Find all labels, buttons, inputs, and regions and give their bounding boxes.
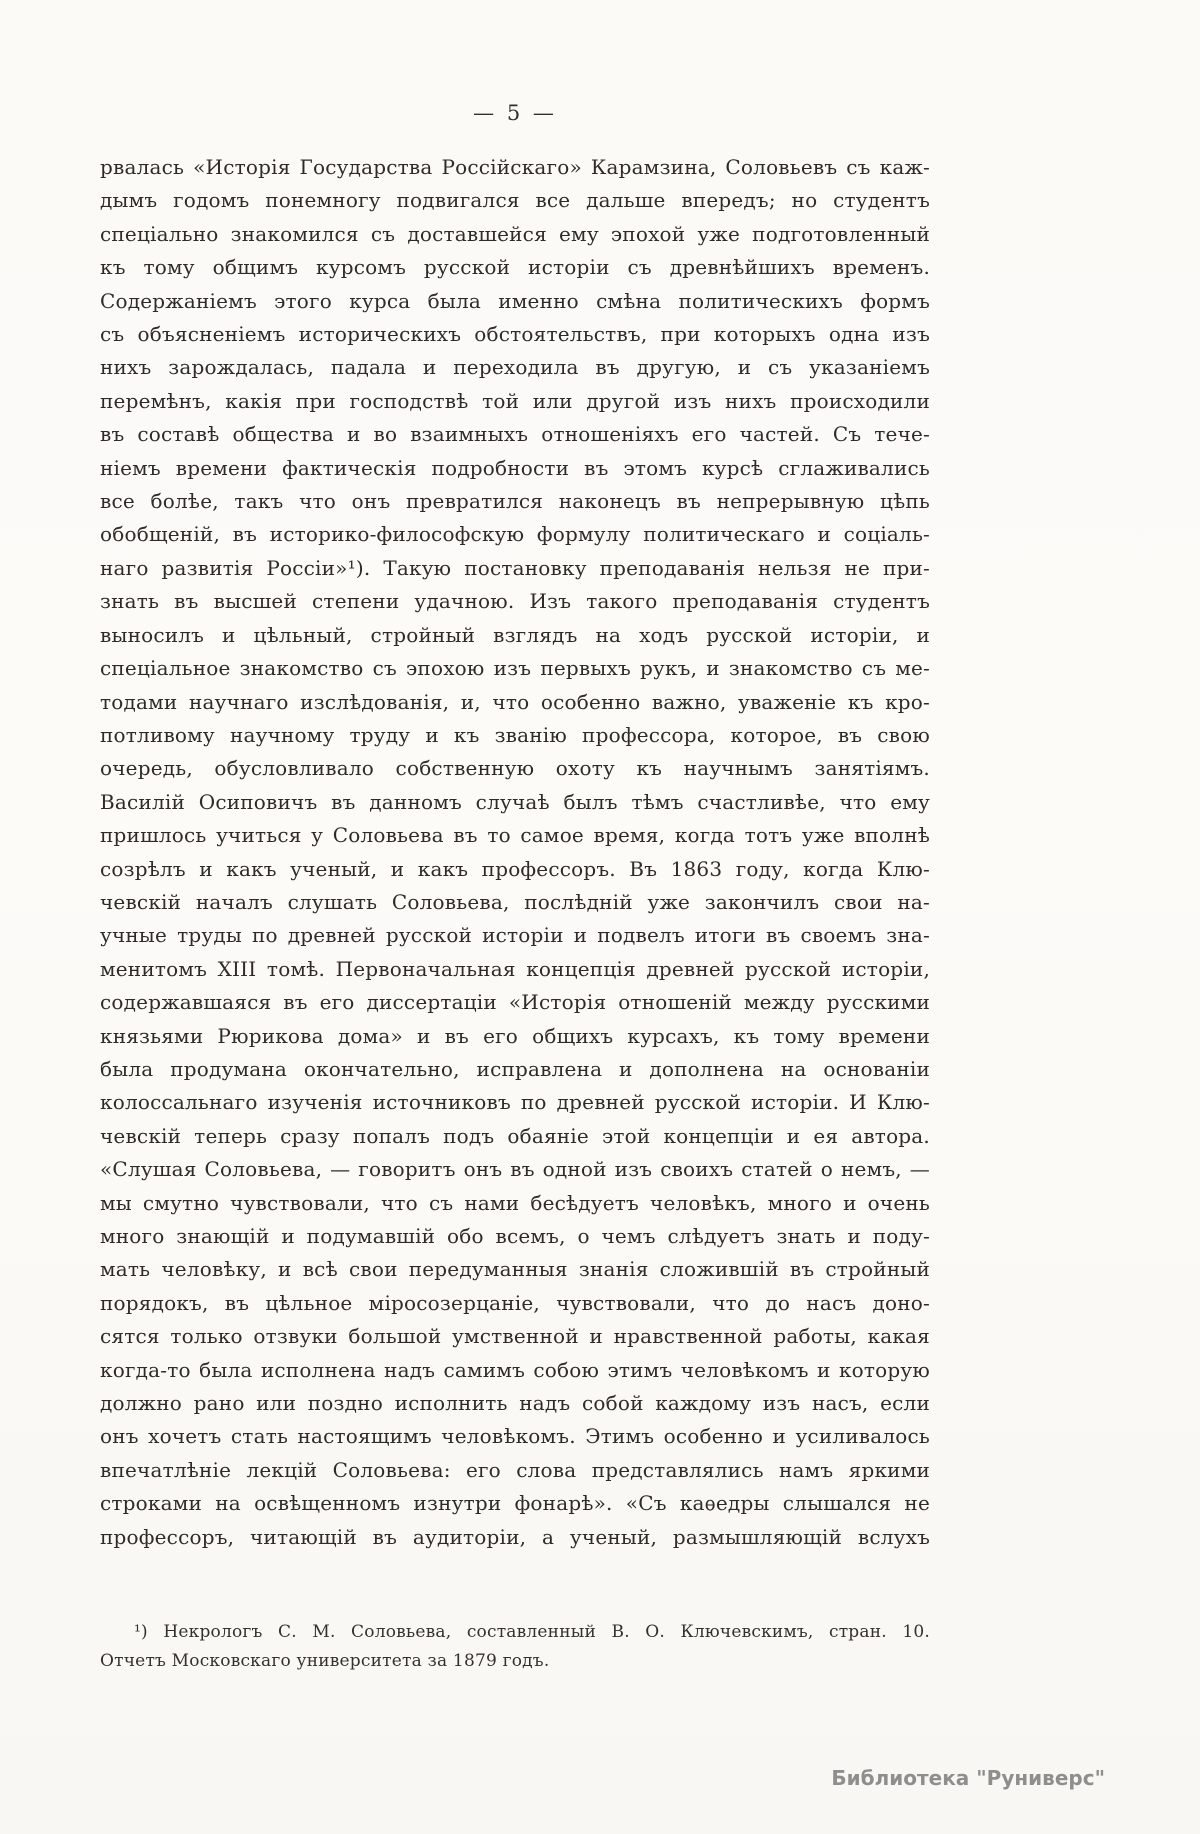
text-line: порядокъ, въ цѣльное міросозерцаніе, чувствовали, что до насъ доно- bbox=[100, 1290, 930, 1315]
text-line: профессоръ, читающій въ аудиторіи, а ученый, размышляющій вслухъ bbox=[100, 1524, 930, 1549]
text-line: князьями Рюрикова дома» и въ его общихъ курсахъ, къ тому времени bbox=[100, 1023, 930, 1048]
text-line: наго развитія Россіи»¹). Такую постановку преподаванія нельзя не при- bbox=[100, 555, 930, 580]
text-line: дымъ годомъ понемногу подвигался все дальше впередъ; но студентъ bbox=[100, 188, 930, 213]
text-line: съ объясненіемъ историческихъ обстоятельствъ, при которыхъ одна изъ bbox=[100, 322, 930, 347]
library-watermark: Библиотека "Руниверс" bbox=[831, 1766, 1105, 1790]
footnote-line: Отчетъ Московскаго университета за 1879 годъ. bbox=[100, 1651, 550, 1672]
text-line: менитомъ XIII томѣ. Первоначальная концепція древней русской исторіи, bbox=[100, 956, 930, 981]
text-line: «Слушая Соловьева, — говоритъ онъ въ одной изъ своихъ статей о немъ, — bbox=[100, 1157, 930, 1182]
text-line: чевскій началъ слушать Соловьева, послѣдній уже закончилъ свои на- bbox=[100, 889, 930, 914]
text-line: строками на освѣщенномъ изнутри фонарѣ». «Съ каѳедры слышался не bbox=[100, 1491, 930, 1516]
text-line: обобщеній, въ историко-философскую формулу политическаго и соціаль- bbox=[100, 522, 930, 547]
text-line: мы смутно чувствовали, что съ нами бесѣдуетъ человѣкъ, много и очень bbox=[100, 1190, 930, 1215]
text-line: чевскій теперь сразу попалъ подъ обаяніе этой концепціи и ея автора. bbox=[100, 1123, 930, 1148]
text-line: потливому научному труду и къ званію профессора, которое, въ свою bbox=[100, 722, 930, 747]
text-line: учные труды по древней русской исторіи и подвелъ итоги въ своемъ зна- bbox=[100, 923, 930, 948]
main-text bbox=[100, 151, 930, 1554]
text-line: онъ хочетъ стать настоящимъ человѣкомъ. Этимъ особенно и усиливалось bbox=[100, 1424, 930, 1449]
text-line: ніемъ времени фактическія подробности въ этомъ курсѣ сглаживались bbox=[100, 455, 930, 480]
text-line: къ тому общимъ курсомъ русской исторіи съ древнѣйшихъ временъ. bbox=[100, 255, 930, 280]
text-line: мать человѣку, и всѣ свои передуманныя знанія сложившій въ стройный bbox=[100, 1257, 930, 1282]
text-line: все болѣе, такъ что онъ превратился наконецъ въ непрерывную цѣпь bbox=[100, 489, 930, 514]
footnote bbox=[100, 1618, 930, 1676]
text-line: должно рано или поздно исполнить надъ собой каждому изъ насъ, если bbox=[100, 1391, 930, 1416]
page-number: — 5 — bbox=[473, 101, 557, 125]
text-line: Василій Осиповичъ въ данномъ случаѣ былъ тѣмъ счастливѣе, что ему bbox=[100, 789, 930, 814]
text-line: была продумана окончательно, исправлена и дополнена на основаніи bbox=[100, 1056, 930, 1081]
text-line: много знающій и подумавшій обо всемъ, о чемъ слѣдуетъ знать и поду- bbox=[100, 1224, 930, 1248]
text-line: очередь, обусловливало собственную охоту къ научнымъ занятіямъ. bbox=[100, 756, 930, 781]
text-line: знать въ высшей степени удачною. Изъ такого преподаванія студентъ bbox=[100, 589, 930, 614]
text-line: колоссальнаго изученія источниковъ по древней русской исторіи. И Клю- bbox=[100, 1090, 930, 1115]
text-line: пришлось учиться у Соловьева въ то самое время, когда тотъ уже вполнѣ bbox=[100, 823, 930, 848]
text-line: когда-то была исполнена надъ самимъ собою этимъ человѣкомъ и которую bbox=[100, 1357, 930, 1382]
text-column bbox=[100, 151, 930, 1676]
text-line: впечатлѣніе лекцій Соловьева: его слова представлялись намъ яркими bbox=[100, 1457, 930, 1482]
text-line: въ составѣ общества и во взаимныхъ отношеніяхъ его частей. Съ тече- bbox=[100, 422, 930, 447]
text-line: содержавшаяся въ его диссертаціи «Исторія отношеній между русскими bbox=[100, 990, 930, 1015]
text-line: сятся только отзвуки большой умственной и нравственной работы, какая bbox=[100, 1324, 930, 1349]
text-line: перемѣнъ, какія при господствѣ той или другой изъ нихъ происходили bbox=[100, 388, 930, 413]
text-line: выносилъ и цѣльный, стройный взглядъ на ходъ русской исторіи, и bbox=[100, 622, 930, 647]
text-line: Содержаніемъ этого курса была именно смѣна политическихъ формъ bbox=[100, 288, 930, 313]
text-line: рвалась «Исторія Государства Россійскаго» Карамзина, Соловьевъ съ каж- bbox=[100, 155, 930, 179]
text-line: тодами научнаго изслѣдованія, и, что особенно важно, уваженіе къ кро- bbox=[100, 689, 930, 714]
text-line: нихъ зарождалась, падала и переходила въ другую, и съ указаніемъ bbox=[100, 355, 930, 380]
footnote-line: ¹) Некрологъ С. М. Соловьева, составленный В. О. Ключевскимъ, стран. 10. bbox=[134, 1622, 930, 1643]
text-line: спеціально знакомился съ доставшейся ему эпохой уже подготовленный bbox=[100, 221, 930, 246]
text-line: созрѣлъ и какъ ученый, и какъ профессоръ. Въ 1863 году, когда Клю- bbox=[100, 856, 930, 881]
text-line: спеціальное знакомство съ эпохою изъ первыхъ рукъ, и знакомство съ ме- bbox=[100, 656, 930, 681]
